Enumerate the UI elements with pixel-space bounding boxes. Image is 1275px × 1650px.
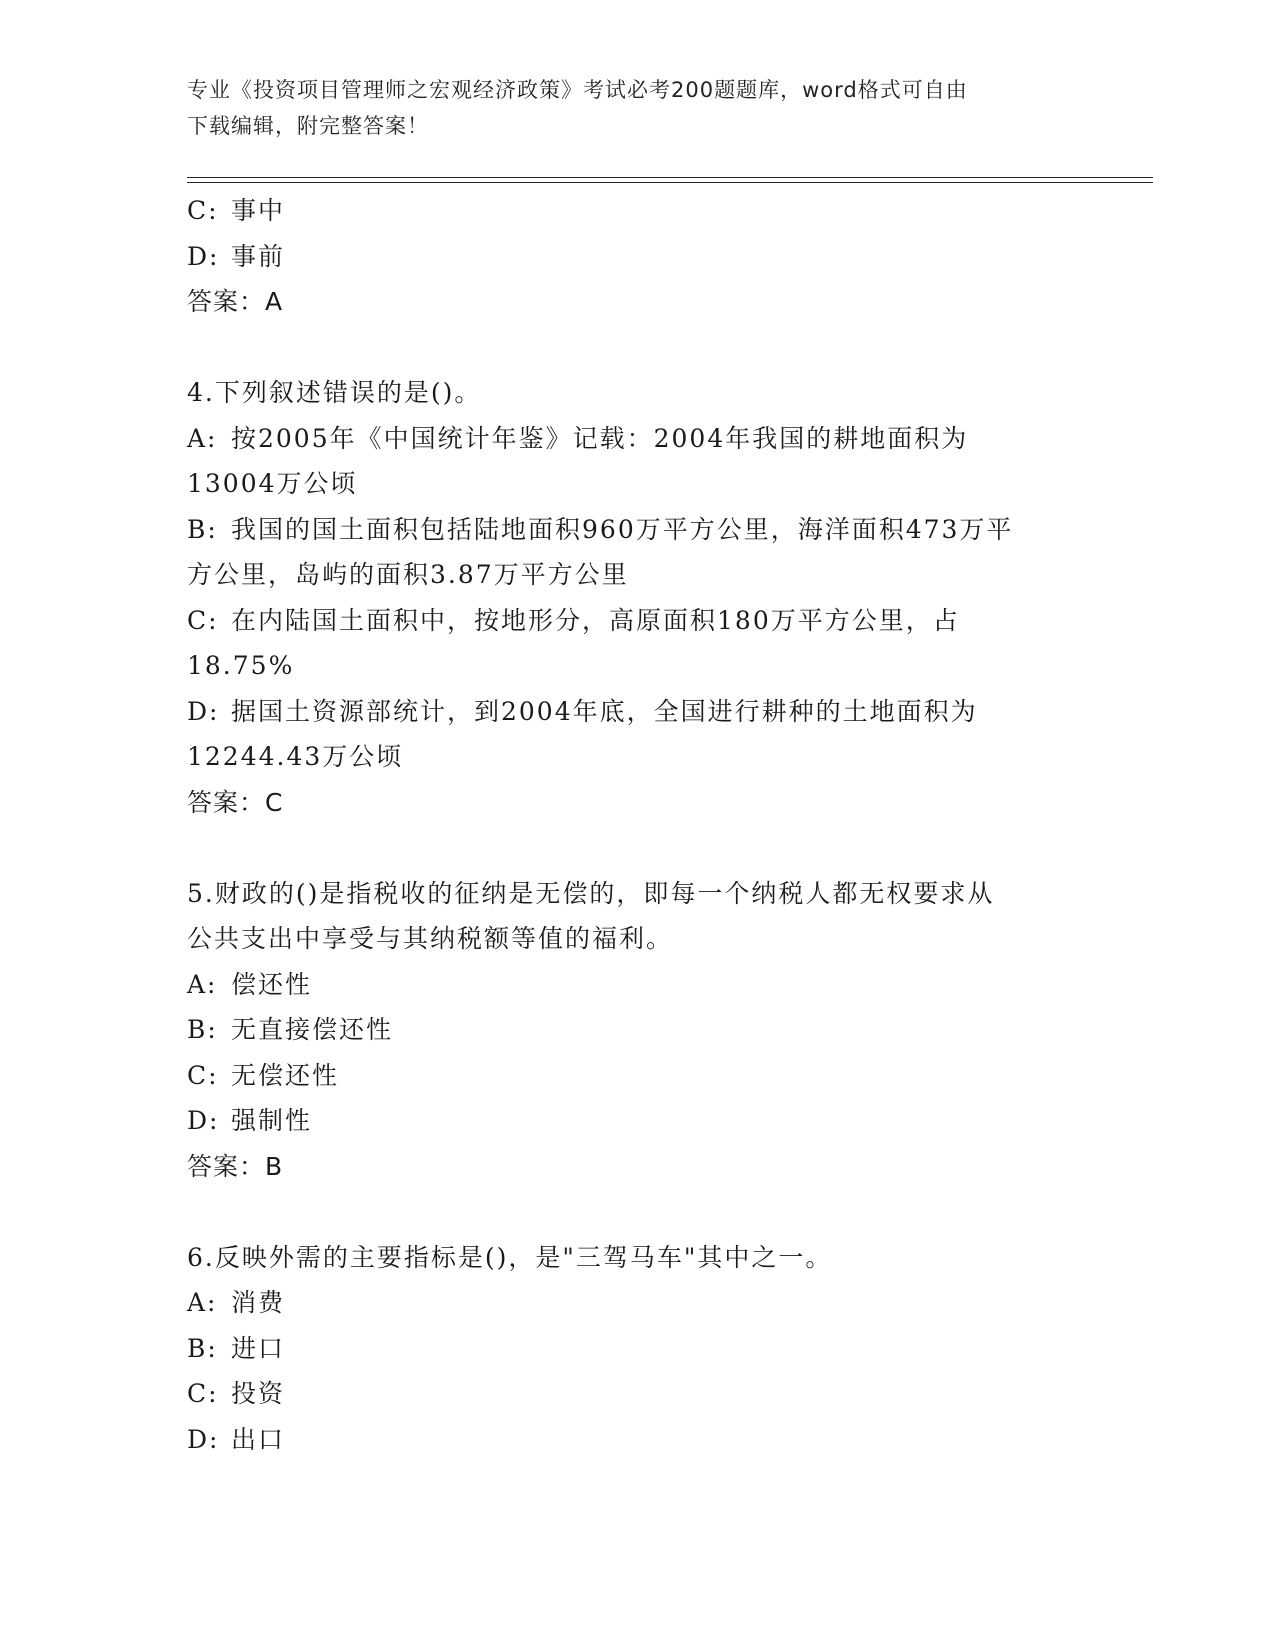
option-d: D: 强制性	[187, 1106, 313, 1135]
question-3-tail	[187, 188, 1087, 325]
question-stem-line-2: 公共支出中享受与其纳税额等值的福利。	[187, 924, 674, 953]
spacer	[187, 1189, 1087, 1235]
option-b: B: 我国的国土面积包括陆地面积960万平方公里，海洋面积473万平 方公里，岛屿的面积3.87万平方公里	[187, 514, 1014, 589]
option-a: A: 消费	[187, 1288, 286, 1317]
option-b: B: 无直接偿还性	[187, 1015, 394, 1044]
document-header	[187, 72, 1067, 144]
option-b: B: 进口	[187, 1333, 286, 1363]
header-divider-top	[187, 177, 1153, 178]
question-stem-line-1: 5.财政的()是指税收的征纳是无偿的，即每一个纳税人都无权要求从	[187, 878, 995, 908]
option-c: C: 事中	[187, 196, 286, 225]
question-stem: 6.反映外需的主要指标是()，是"三驾马车"其中之一。	[187, 1242, 833, 1272]
option-d: D: 事前	[187, 241, 286, 271]
question-4	[187, 370, 1087, 825]
question-body	[187, 188, 1087, 1462]
header-line-1: 专业《投资项目管理师之宏观经济政策》考试必考200题题库，word格式可自由	[187, 78, 968, 102]
option-d: D: 据国土资源部统计，到2004年底，全国进行耕种的土地面积为 12244.43万公顷	[187, 696, 978, 771]
option-c: C: 在内陆国土面积中，按地形分，高原面积180万平方公里，占 18.75%	[187, 605, 960, 680]
header-line-2: 下载编辑，附完整答案！	[187, 114, 429, 138]
question-stem: 4.下列叙述错误的是()。	[187, 378, 482, 407]
option-a: A: 偿还性	[187, 969, 313, 999]
answer-line: 答案：B	[187, 1151, 284, 1181]
option-c: C: 无偿还性	[187, 1060, 340, 1090]
option-d: D: 出口	[187, 1424, 286, 1454]
header-divider-bottom	[187, 182, 1153, 183]
answer-line: 答案：A	[187, 287, 284, 316]
spacer	[187, 825, 1087, 871]
question-6	[187, 1235, 1087, 1463]
option-a: A: 按2005年《中国统计年鉴》记载：2004年我国的耕地面积为 13004万公顷	[187, 423, 969, 498]
option-c: C: 投资	[187, 1379, 286, 1408]
answer-line: 答案：C	[187, 787, 284, 817]
spacer	[187, 325, 1087, 371]
question-5	[187, 871, 1087, 1190]
